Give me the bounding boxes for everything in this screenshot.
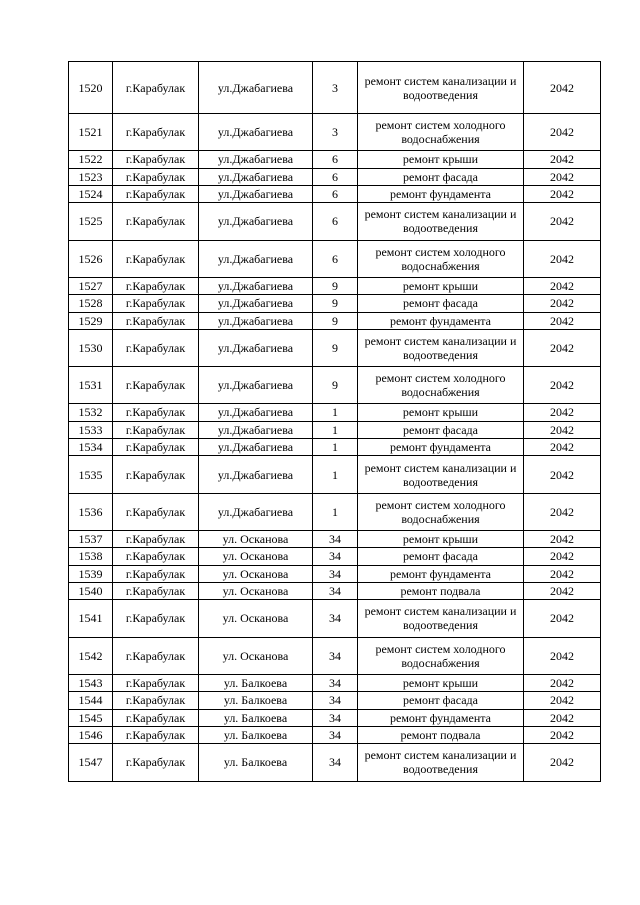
table-row [69,277,601,294]
street-cell: ул.Джабагиева [199,151,313,168]
table-row [69,600,601,637]
city-cell: г.Карабулак [113,439,199,456]
year-cell: 2042 [524,530,601,547]
city-cell: г.Карабулак [113,404,199,421]
work-type-cell: ремонт систем канализации и водоотведения [358,203,524,240]
work-type-cell: ремонт систем канализации и водоотведения [358,744,524,781]
house-number-cell: 34 [313,530,358,547]
city-cell: г.Карабулак [113,709,199,726]
city-cell: г.Карабулак [113,367,199,404]
year-cell: 2042 [524,185,601,202]
street-cell: ул. Осканова [199,600,313,637]
work-type-cell: ремонт систем холодного водоснабжения [358,240,524,277]
work-type-cell: ремонт подвала [358,583,524,600]
table-row [69,404,601,421]
table-row [69,565,601,582]
city-cell: г.Карабулак [113,744,199,781]
table-row [69,329,601,366]
year-cell: 2042 [524,709,601,726]
work-type-cell: ремонт систем холодного водоснабжения [358,637,524,674]
house-number-cell: 34 [313,583,358,600]
year-cell: 2042 [524,404,601,421]
table-row [69,295,601,312]
city-cell: г.Карабулак [113,168,199,185]
year-cell: 2042 [524,62,601,114]
house-number-cell: 34 [313,565,358,582]
house-number-cell: 34 [313,709,358,726]
house-number-cell: 6 [313,185,358,202]
row-number-cell: 1521 [69,114,113,151]
table-row [69,312,601,329]
table-row [69,692,601,709]
row-number-cell: 1544 [69,692,113,709]
city-cell: г.Карабулак [113,548,199,565]
work-type-cell: ремонт крыши [358,674,524,691]
year-cell: 2042 [524,329,601,366]
row-number-cell: 1532 [69,404,113,421]
work-type-cell: ремонт систем холодного водоснабжения [358,114,524,151]
street-cell: ул. Балкоева [199,744,313,781]
table-row [69,493,601,530]
row-number-cell: 1540 [69,583,113,600]
house-number-cell: 34 [313,637,358,674]
house-number-cell: 34 [313,600,358,637]
row-number-cell: 1530 [69,329,113,366]
table-row [69,726,601,743]
row-number-cell: 1542 [69,637,113,674]
city-cell: г.Карабулак [113,726,199,743]
row-number-cell: 1523 [69,168,113,185]
table-row [69,421,601,438]
house-number-cell: 9 [313,312,358,329]
year-cell: 2042 [524,692,601,709]
city-cell: г.Карабулак [113,421,199,438]
table-row [69,456,601,493]
city-cell: г.Карабулак [113,312,199,329]
street-cell: ул.Джабагиева [199,203,313,240]
street-cell: ул. Осканова [199,530,313,547]
row-number-cell: 1533 [69,421,113,438]
year-cell: 2042 [524,421,601,438]
house-number-cell: 9 [313,329,358,366]
row-number-cell: 1536 [69,493,113,530]
table-row [69,114,601,151]
year-cell: 2042 [524,240,601,277]
work-type-cell: ремонт фундамента [358,439,524,456]
street-cell: ул. Балкоева [199,709,313,726]
house-number-cell: 3 [313,114,358,151]
work-type-cell: ремонт систем канализации и водоотведения [358,456,524,493]
house-number-cell: 9 [313,367,358,404]
house-number-cell: 34 [313,674,358,691]
row-number-cell: 1524 [69,185,113,202]
year-cell: 2042 [524,726,601,743]
row-number-cell: 1528 [69,295,113,312]
city-cell: г.Карабулак [113,583,199,600]
city-cell: г.Карабулак [113,456,199,493]
row-number-cell: 1527 [69,277,113,294]
street-cell: ул.Джабагиева [199,329,313,366]
year-cell: 2042 [524,637,601,674]
year-cell: 2042 [524,548,601,565]
city-cell: г.Карабулак [113,295,199,312]
city-cell: г.Карабулак [113,277,199,294]
year-cell: 2042 [524,600,601,637]
work-type-cell: ремонт фасада [358,168,524,185]
work-type-cell: ремонт систем холодного водоснабжения [358,367,524,404]
work-type-cell: ремонт крыши [358,151,524,168]
house-number-cell: 6 [313,168,358,185]
work-type-cell: ремонт крыши [358,530,524,547]
house-number-cell: 1 [313,421,358,438]
table-row [69,62,601,114]
city-cell: г.Карабулак [113,530,199,547]
city-cell: г.Карабулак [113,493,199,530]
house-number-cell: 1 [313,439,358,456]
city-cell: г.Карабулак [113,151,199,168]
work-type-cell: ремонт фундамента [358,709,524,726]
city-cell: г.Карабулак [113,565,199,582]
house-number-cell: 3 [313,62,358,114]
table-row [69,168,601,185]
table-row [69,744,601,781]
row-number-cell: 1522 [69,151,113,168]
row-number-cell: 1534 [69,439,113,456]
work-type-cell: ремонт систем канализации и водоотведения [358,329,524,366]
house-number-cell: 9 [313,277,358,294]
street-cell: ул.Джабагиева [199,312,313,329]
city-cell: г.Карабулак [113,674,199,691]
table-row [69,548,601,565]
work-type-cell: ремонт фасада [358,295,524,312]
street-cell: ул.Джабагиева [199,367,313,404]
house-number-cell: 34 [313,744,358,781]
city-cell: г.Карабулак [113,62,199,114]
row-number-cell: 1546 [69,726,113,743]
year-cell: 2042 [524,114,601,151]
row-number-cell: 1543 [69,674,113,691]
house-number-cell: 34 [313,726,358,743]
row-number-cell: 1539 [69,565,113,582]
house-number-cell: 34 [313,548,358,565]
city-cell: г.Карабулак [113,203,199,240]
work-type-cell: ремонт крыши [358,404,524,421]
table-row [69,530,601,547]
table-row [69,185,601,202]
row-number-cell: 1541 [69,600,113,637]
house-number-cell: 9 [313,295,358,312]
row-number-cell: 1537 [69,530,113,547]
street-cell: ул.Джабагиева [199,277,313,294]
table-row [69,637,601,674]
city-cell: г.Карабулак [113,185,199,202]
house-number-cell: 34 [313,692,358,709]
street-cell: ул. Осканова [199,548,313,565]
work-type-cell: ремонт фундамента [358,185,524,202]
city-cell: г.Карабулак [113,637,199,674]
year-cell: 2042 [524,367,601,404]
street-cell: ул.Джабагиева [199,439,313,456]
work-type-cell: ремонт систем канализации и водоотведения [358,600,524,637]
row-number-cell: 1547 [69,744,113,781]
row-number-cell: 1538 [69,548,113,565]
house-number-cell: 1 [313,456,358,493]
street-cell: ул. Осканова [199,583,313,600]
house-number-cell: 6 [313,203,358,240]
row-number-cell: 1529 [69,312,113,329]
street-cell: ул. Балкоева [199,692,313,709]
row-number-cell: 1545 [69,709,113,726]
work-type-cell: ремонт систем канализации и водоотведения [358,62,524,114]
work-type-cell: ремонт фасада [358,548,524,565]
street-cell: ул. Осканова [199,637,313,674]
year-cell: 2042 [524,439,601,456]
table-row [69,709,601,726]
work-type-cell: ремонт фасада [358,692,524,709]
repair-schedule-table [68,61,601,782]
street-cell: ул.Джабагиева [199,404,313,421]
year-cell: 2042 [524,674,601,691]
house-number-cell: 6 [313,240,358,277]
year-cell: 2042 [524,168,601,185]
year-cell: 2042 [524,203,601,240]
city-cell: г.Карабулак [113,600,199,637]
row-number-cell: 1525 [69,203,113,240]
table-row [69,583,601,600]
row-number-cell: 1531 [69,367,113,404]
year-cell: 2042 [524,583,601,600]
house-number-cell: 6 [313,151,358,168]
year-cell: 2042 [524,744,601,781]
year-cell: 2042 [524,277,601,294]
city-cell: г.Карабулак [113,329,199,366]
street-cell: ул.Джабагиева [199,421,313,438]
street-cell: ул.Джабагиева [199,493,313,530]
house-number-cell: 1 [313,404,358,421]
year-cell: 2042 [524,312,601,329]
city-cell: г.Карабулак [113,692,199,709]
row-number-cell: 1520 [69,62,113,114]
work-type-cell: ремонт фасада [358,421,524,438]
table-body [69,62,601,782]
street-cell: ул.Джабагиева [199,62,313,114]
table-row [69,674,601,691]
street-cell: ул.Джабагиева [199,295,313,312]
street-cell: ул.Джабагиева [199,168,313,185]
street-cell: ул.Джабагиева [199,240,313,277]
table-row [69,439,601,456]
street-cell: ул. Осканова [199,565,313,582]
year-cell: 2042 [524,456,601,493]
street-cell: ул. Балкоева [199,726,313,743]
year-cell: 2042 [524,493,601,530]
table-row [69,240,601,277]
table-row [69,151,601,168]
work-type-cell: ремонт систем холодного водоснабжения [358,493,524,530]
table-row [69,203,601,240]
street-cell: ул.Джабагиева [199,114,313,151]
city-cell: г.Карабулак [113,240,199,277]
table-row [69,367,601,404]
work-type-cell: ремонт фундамента [358,565,524,582]
house-number-cell: 1 [313,493,358,530]
year-cell: 2042 [524,295,601,312]
work-type-cell: ремонт подвала [358,726,524,743]
row-number-cell: 1526 [69,240,113,277]
city-cell: г.Карабулак [113,114,199,151]
row-number-cell: 1535 [69,456,113,493]
work-type-cell: ремонт крыши [358,277,524,294]
street-cell: ул. Балкоева [199,674,313,691]
street-cell: ул.Джабагиева [199,456,313,493]
year-cell: 2042 [524,151,601,168]
street-cell: ул.Джабагиева [199,185,313,202]
year-cell: 2042 [524,565,601,582]
work-type-cell: ремонт фундамента [358,312,524,329]
